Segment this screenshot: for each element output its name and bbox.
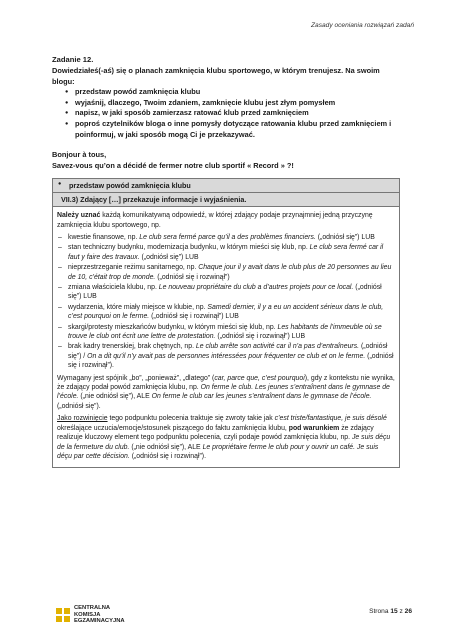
cke-logo — [56, 605, 125, 625]
reason-item: – skargi/protesty mieszkańców budynku, w którym mieści się klub, np. Les habitants de l’immeuble où se trouve le club ont écrit une lettre de protestation. („odniósł się i rozwinął”) LUB — [57, 323, 395, 342]
page-header: Zasady oceniania rozwiązań zadań — [311, 22, 414, 29]
scoring-box — [52, 178, 400, 468]
cke-logo-icon — [56, 608, 70, 622]
example-opening — [52, 150, 400, 171]
reason-item: – stan techniczny budynku, modernizacja budynku, w którym mieści się klub, np. Le club sera fermé car il faut y faire des travaux. („odniósł się”) LUB — [57, 243, 395, 262]
greeting: Bonjour à tous, — [52, 150, 107, 160]
reason-item: – wydarzenia, które miały miejsce w klubie, np. Samedi dernier, il y a eu un accident sérieux dans le club, c’est pourquoi on le ferme. („odniósł się i rozwinął”) LUB — [57, 303, 395, 322]
opening-sentence: Savez-vous qu’on a décidé de fermer notre club sportif « Record » ?! — [52, 160, 294, 170]
task-bullet: ● napisz, w jaki sposób zamierzasz ratować klub przed zamknięciem — [66, 108, 400, 119]
reason-item: – nieprzestrzeganie reżimu sanitarnego, np. Chaque jour il y avait dans le club plus de 20 personnes au lieu de 10, c’était trop de monde. („odniósł się i rozwinął”) — [57, 263, 395, 282]
reason-item: – kwestie finansowe, np. Le club sera fermé parce qu’il a des problèmes financiers. („odniósł się”) LUB — [57, 233, 395, 242]
page-content — [52, 55, 400, 468]
scoring-intro: Należy uznać każdą komunikatywną odpowiedź, w której zdający podaje przynajmniej jedną przyczynę zamknięcia klubu sportowego, np. — [57, 212, 373, 229]
elaboration-note: Jako rozwinięcie tego podpunktu polecenia traktuje się zwroty takie jak c’est triste/fantastique, je suis désolé określające uczucia/emocje/stosunek piszącego do faktu zamknięcia klubu, pod warunkiem że zdający realizuje kluczowy element tego podpunktu polecenia, czyli podaje powód zamknięcia klubu, np. Je suis déçu de la fermeture du club. („nie odniósł się”), ALE Le propriétaire ferme le club pour y ouvrir un café. Je suis déçu par cette décision. („odniósł się i rozwinął”). — [57, 415, 391, 460]
task-bullet-list — [52, 87, 400, 140]
conjunction-note: Wymagany jest spójnik „bo”, „ponieważ”, „dlatego” (car, parce que, c’est pourquoi), gdy z kontekstu nie wynika, że zdający podał powód zamknięcia klubu, np. On ferme le club. Les jeunes s’entraînent dans le gymnase de l’école. („nie odniósł się”), ALE On ferme le club car les jeunes s’entraînent dans le gymnase de l’école. („odniósł się”). — [57, 374, 395, 410]
reason-item: – zmiana właściciela klubu, np. Le nouveau propriétaire du club a d’autres projets pour ce local. („odniósł się”) LUB — [57, 283, 395, 302]
task-title: Zadanie 12. — [52, 55, 94, 64]
scoring-bullet: ● przedstaw powód zamknięcia klubu — [53, 179, 399, 193]
task-bullet: ● poproś czytelników bloga o inne pomysły dotyczące ratowania klubu przed zamknięciem i poinformuj, w jaki sposób mogą Ci je przekazywać. — [66, 119, 400, 140]
task-bullet: ● wyjaśnij, dlaczego, Twoim zdaniem, zamknięcie klubu jest złym pomysłem — [66, 98, 400, 109]
task-bullet: ● przedstaw powód zamknięcia klubu — [66, 87, 400, 98]
scoring-body — [53, 207, 399, 467]
reason-list — [57, 233, 395, 371]
task-intro: Dowiedziałeś(-aś) się o planach zamknięcia klubu sportowego, w którym trenujesz. Na swoim blogu: — [52, 66, 380, 86]
reason-item: – brak kadry trenerskiej, brak chętnych, np. Le club arrête son activité car il n’a pas d’entraîneurs. („odniósł się”) / On a dit qu’il n’y avait pas de personnes intéressées pour fréquenter ce club et on le ferme. („odniósł się i rozwinął”). — [57, 342, 395, 370]
scoring-criterion: VII.3) Zdający […] przekazuje informacje i wyjaśnienia. — [53, 193, 399, 207]
page-number: Strona 15 z 26 — [369, 608, 412, 615]
cke-logo-text: CENTRALNA KOMISJA EGZAMINACYJNA — [74, 605, 125, 625]
task-instructions — [52, 66, 400, 140]
